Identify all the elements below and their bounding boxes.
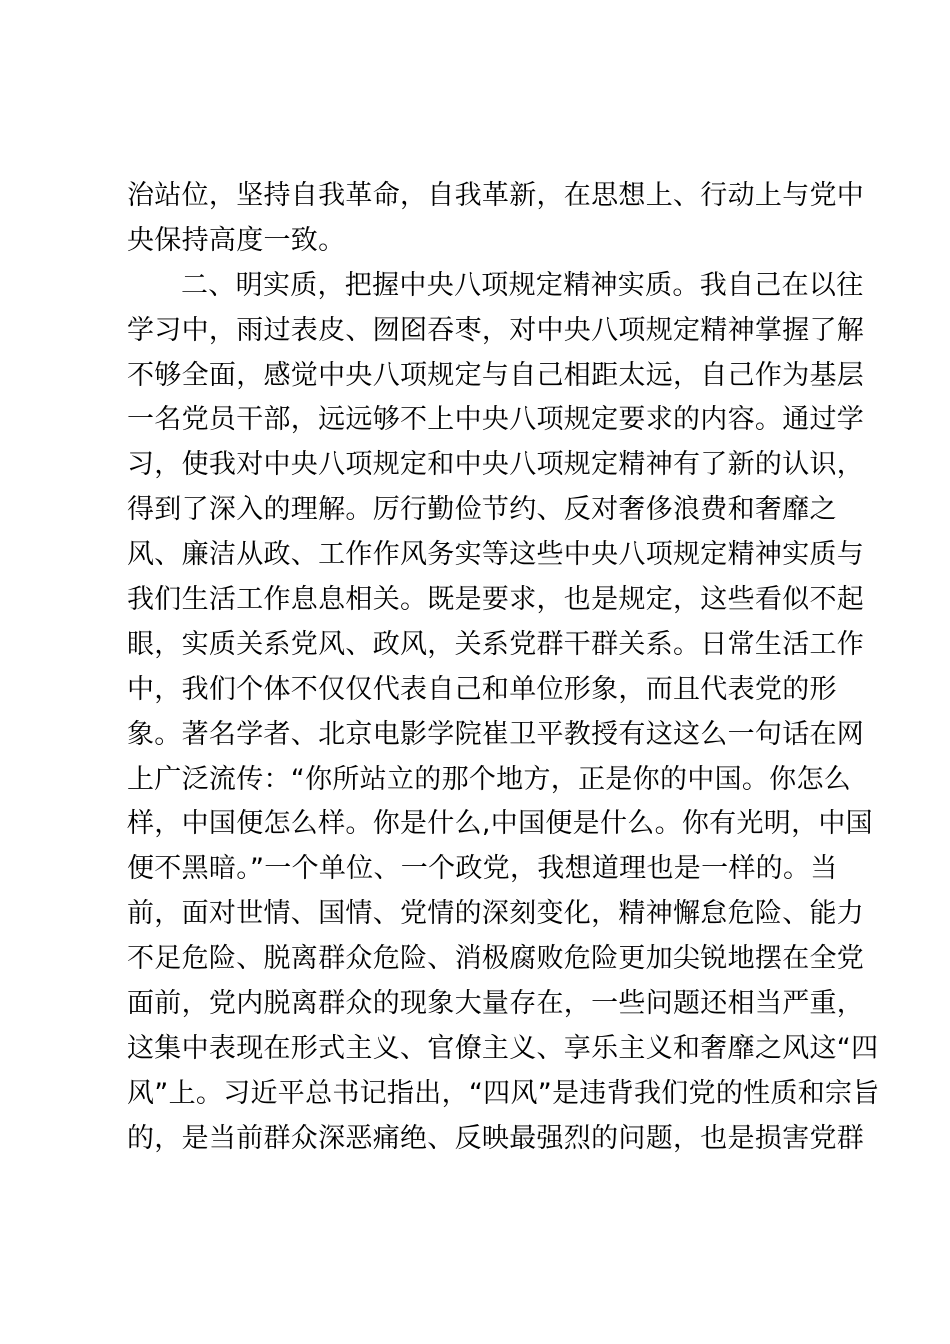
text-line: 习，使我对中央八项规定和中央八项规定精神有了新的认识， xyxy=(127,449,865,481)
text-line: 不够全面，感觉中央八项规定与自己相距太远，自己作为基层 xyxy=(127,359,865,391)
text-line: 眼，实质关系党风、政风，关系党群干群关系。日常生活工作 xyxy=(127,628,865,660)
text-line: 的，是当前群众深恶痛绝、反映最强烈的问题，也是损害党群 xyxy=(127,1122,865,1154)
text-line: 不足危险、脱离群众危险、消极腐败危险更加尖锐地摆在全党 xyxy=(127,943,865,975)
text-line: 治站位，坚持自我革命，自我革新，在思想上、行动上与党中 xyxy=(127,180,865,211)
text-line: 风、廉洁从政、工作作风务实等这些中央八项规定精神实质与 xyxy=(127,539,865,571)
text-line: 中，我们个体不仅仅代表自己和单位形象，而且代表党的形 xyxy=(127,673,837,705)
text-line: 样，中国便怎么样。你是什么,中国便是什么。你有光明，中国 xyxy=(127,808,873,840)
text-line: 风”上。习近平总书记指出，“四风”是违背我们党的性质和宗旨 xyxy=(127,1077,880,1109)
text-line: 便不黑暗。”一个单位、一个政党，我想道理也是一样的。当 xyxy=(127,853,838,885)
text-line: 这集中表现在形式主义、官僚主义、享乐主义和奢靡之风这“四 xyxy=(127,1032,879,1064)
body-text xyxy=(127,174,880,1162)
text-line: 面前，党内脱离群众的现象大量存在，一些问题还相当严重， xyxy=(127,988,865,1020)
text-line: 央保持高度一致。 xyxy=(127,224,346,256)
text-line: 象。著名学者、北京电影学院崔卫平教授有这这么一句话在网 xyxy=(127,718,865,750)
text-line: 一名党员干部，远远够不上中央八项规定要求的内容。通过学 xyxy=(127,404,865,436)
text-line: 学习中，雨过表皮、囫囵吞枣，对中央八项规定精神掌握了解 xyxy=(127,314,865,346)
section-heading-line: 二、明实质，把握中央八项规定精神实质。我自己在以往 xyxy=(181,269,864,301)
text-line: 前，面对世情、国情、党情的深刻变化，精神懈怠危险、能力 xyxy=(127,898,865,930)
text-line: 我们生活工作息息相关。既是要求，也是规定，这些看似不起 xyxy=(127,584,865,616)
text-line: 得到了深入的理解。厉行勤俭节约、反对奢侈浪费和奢靡之 xyxy=(127,494,837,526)
text-line: 上广泛流传：“你所站立的那个地方，正是你的中国。你怎么 xyxy=(127,763,852,795)
